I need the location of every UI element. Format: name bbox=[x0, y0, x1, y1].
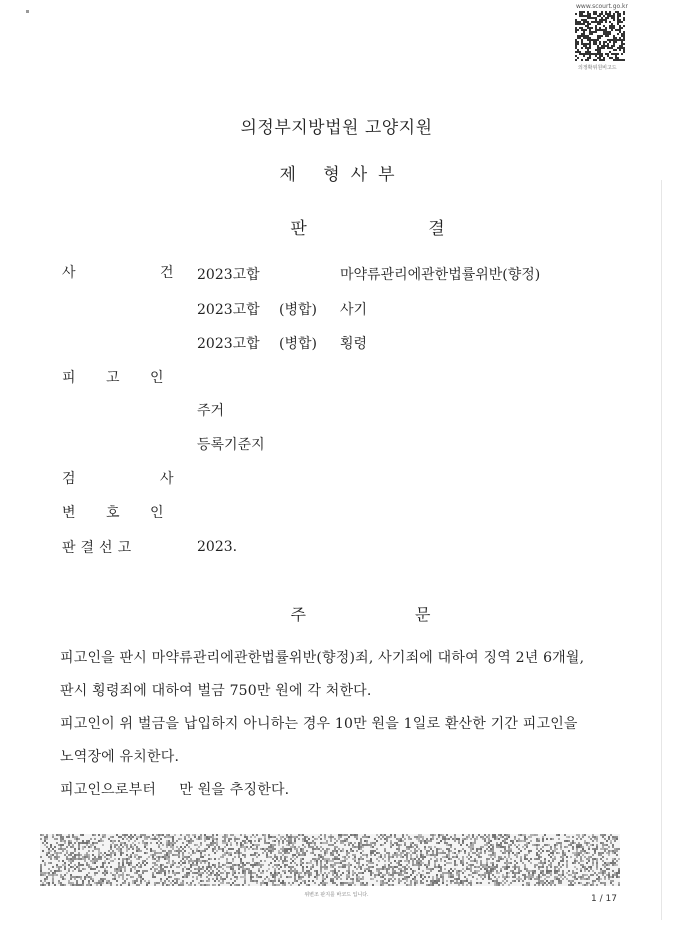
scan-edge-line bbox=[661, 180, 662, 920]
corner-mark bbox=[26, 10, 29, 13]
order-section-title: 주 문 bbox=[290, 605, 483, 624]
qr-code-icon bbox=[575, 11, 625, 61]
case-number: 2023고합 bbox=[197, 267, 260, 283]
prosecutor-label: 검 사 bbox=[62, 471, 214, 487]
case-name: 횡령 bbox=[340, 336, 368, 352]
page-number: 1 / 17 bbox=[591, 894, 617, 904]
case-merge-tag: (병합) bbox=[279, 302, 317, 318]
case-label: 사 건 bbox=[62, 265, 214, 281]
verdict-date-label: 판결선고 bbox=[62, 540, 137, 556]
document-title: 판 결 bbox=[290, 219, 503, 239]
order-line: 피고인을 판시 마약류관리에관한법률위반(향정)죄, 사기죄에 대하여 징역 2년 6개월, bbox=[60, 650, 585, 666]
order-line: 피고인이 위 벌금을 납입하지 아니하는 경우 10만 원을 1일로 환산한 기간 피고인을 bbox=[60, 716, 578, 732]
order-line: 노역장에 유치한다. bbox=[60, 749, 180, 765]
division-name: 제 형사부 bbox=[279, 165, 406, 185]
case-number: 2023고합 bbox=[197, 302, 260, 318]
verdict-date: 2023. bbox=[197, 539, 238, 555]
barcode-note: 위변조 판지를 바코드 입니다. bbox=[304, 892, 369, 898]
order-line: 판시 횡령죄에 대하여 벌금 750만 원에 각 처한다. bbox=[60, 683, 372, 699]
defendant-label: 피 고 인 bbox=[62, 370, 177, 386]
qr-caption: 의정확위원비고드 bbox=[578, 65, 617, 71]
address-label: 주거 bbox=[197, 403, 225, 419]
registered-domicile-label: 등록기준지 bbox=[197, 437, 265, 453]
attorney-label: 변 호 인 bbox=[62, 505, 177, 521]
court-name: 의정부지방법원 고양지원 bbox=[240, 118, 433, 138]
case-number: 2023고합 bbox=[197, 336, 260, 352]
qr-url: www.scourt.go.kr bbox=[576, 3, 628, 10]
anti-forgery-barcode bbox=[40, 834, 620, 886]
case-name: 사기 bbox=[340, 302, 368, 318]
order-line: 피고인으로부터 만 원을 추징한다. bbox=[60, 782, 290, 798]
case-merge-tag: (병합) bbox=[279, 336, 317, 352]
case-name: 마약류관리에관한법률위반(향정) bbox=[340, 267, 541, 283]
